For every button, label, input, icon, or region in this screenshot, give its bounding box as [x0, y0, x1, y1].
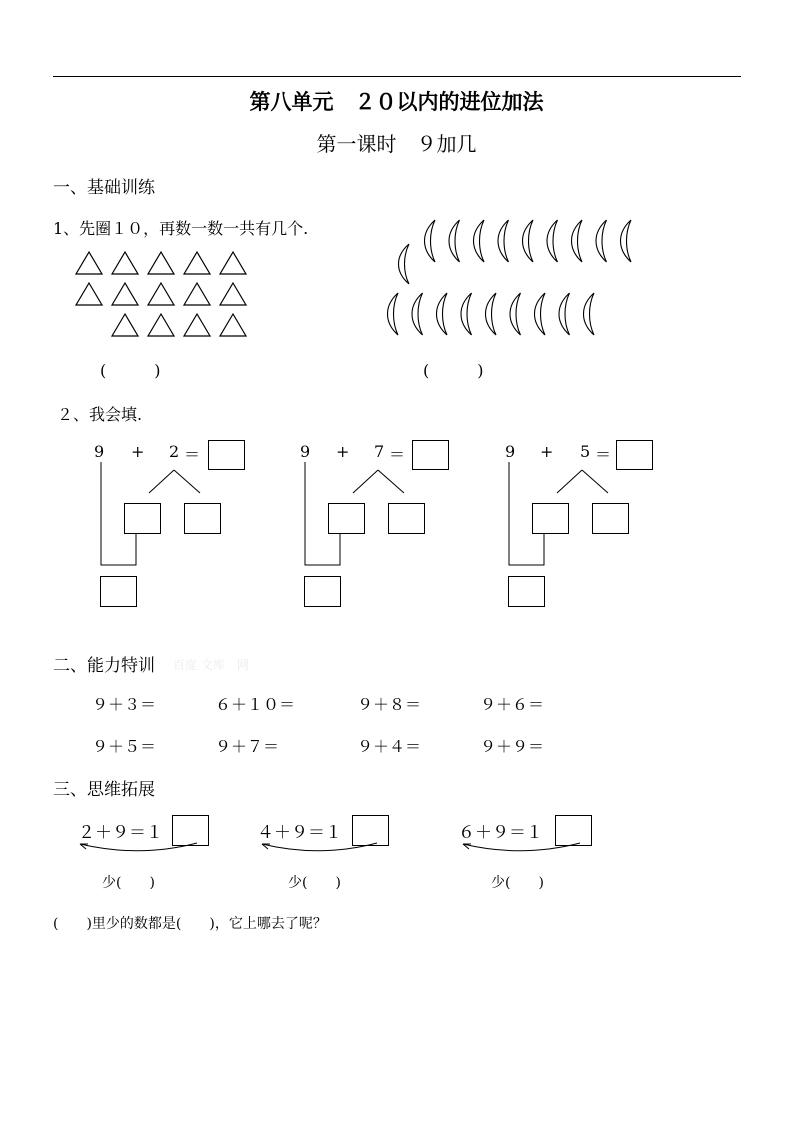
- banana-shape: [412, 293, 423, 335]
- drill-r2-c4: ９＋９＝: [480, 737, 545, 756]
- triangle-shape: [220, 252, 246, 274]
- triangle-figure: [70, 248, 270, 348]
- banana-shape: [510, 293, 521, 335]
- triangle-shape: [148, 314, 174, 336]
- q2-op: +: [540, 442, 554, 461]
- banana-shape: [498, 220, 509, 262]
- q1-answer-left[interactable]: ( ): [100, 361, 161, 380]
- banana-shape: [449, 220, 460, 262]
- page-subtitle: 第一课时 ９加几: [316, 132, 477, 156]
- q2-split-box-left[interactable]: [532, 503, 569, 534]
- banana-shape: [523, 220, 534, 262]
- less-label-2[interactable]: 少( ): [288, 875, 341, 891]
- triangle-shape: [76, 283, 102, 305]
- triangle-shape: [220, 283, 246, 305]
- q1-answer-right[interactable]: ( ): [423, 361, 484, 380]
- drill-r1-c1: ９＋３＝: [92, 695, 157, 714]
- banana-shape: [437, 293, 448, 335]
- think-eq-3: ６＋９＝１: [458, 823, 543, 843]
- triangle-shape: [184, 283, 210, 305]
- q2-eq: ＝: [595, 445, 612, 464]
- q2-split-box-right[interactable]: [592, 503, 629, 534]
- triangle-shape: [148, 252, 174, 274]
- q2-a: 9: [505, 442, 516, 461]
- banana-shape: [461, 293, 472, 335]
- banana-shape: [474, 220, 485, 262]
- drill-r1-c2: ６＋１０＝: [215, 695, 296, 714]
- q2-a: 9: [300, 442, 311, 461]
- banana-shape: [621, 220, 632, 262]
- q2-sum-box[interactable]: [508, 576, 545, 607]
- drill-r1-c4: ９＋６＝: [480, 695, 545, 714]
- q2-result-box[interactable]: [616, 440, 653, 470]
- q2-op: +: [131, 442, 145, 461]
- q2-b: 7: [374, 442, 385, 461]
- q2-sum-box[interactable]: [100, 576, 137, 607]
- q2-split-box-left[interactable]: [328, 503, 365, 534]
- q2-split-box-right[interactable]: [184, 503, 221, 534]
- banana-shape: [584, 293, 595, 335]
- drill-r2-c3: ９＋４＝: [357, 737, 422, 756]
- q2-eq: ＝: [389, 445, 406, 464]
- banana-shape: [388, 293, 399, 335]
- page-title: 第八单元 ２０以内的进位加法: [249, 89, 544, 114]
- less-label-3[interactable]: 少( ): [491, 875, 544, 891]
- q2-b: 2: [169, 442, 180, 461]
- section1-heading: 一、基础训练: [53, 178, 155, 198]
- banana-shape: [399, 244, 410, 284]
- section3-heading: 三、思维拓展: [53, 780, 155, 800]
- triangle-shape: [112, 252, 138, 274]
- q2-split-box-left[interactable]: [124, 503, 161, 534]
- banana-shape: [486, 293, 497, 335]
- triangle-shape: [112, 283, 138, 305]
- q1-prompt: 1、先圈１０，再数一数一共有几个.: [53, 219, 309, 238]
- footer-question: ( )里少的数都是( )，它上哪去了呢？: [53, 916, 327, 932]
- triangle-shape: [148, 283, 174, 305]
- banana-shape: [572, 220, 583, 262]
- top-rule: [53, 76, 741, 77]
- q2-prompt: ２、我会填.: [57, 405, 143, 424]
- q2-eq: ＝: [184, 445, 201, 464]
- drill-r2-c2: ９＋７＝: [215, 737, 280, 756]
- banana-shape: [547, 220, 558, 262]
- triangle-shape: [112, 314, 138, 336]
- q2-result-box[interactable]: [208, 440, 245, 470]
- banana-figure: [385, 218, 625, 348]
- think-eq-2: ４＋９＝１: [257, 823, 342, 843]
- q2-result-box[interactable]: [412, 440, 449, 470]
- section2-heading: 二、能力特训: [53, 656, 155, 676]
- drill-r2-c1: ９＋５＝: [92, 737, 157, 756]
- watermark: 百度 文库 网: [173, 658, 249, 672]
- q2-b: 5: [580, 442, 591, 461]
- think-arrows: [0, 836, 793, 876]
- q2-op: +: [336, 442, 350, 461]
- less-label-1[interactable]: 少( ): [102, 875, 155, 891]
- q2-a: 9: [94, 442, 105, 461]
- triangle-shape: [220, 314, 246, 336]
- think-eq-1: ２＋９＝１: [78, 823, 163, 843]
- drill-r1-c3: ９＋８＝: [357, 695, 422, 714]
- banana-shape: [596, 220, 607, 262]
- triangle-shape: [184, 314, 210, 336]
- q2-split-box-right[interactable]: [388, 503, 425, 534]
- banana-shape: [559, 293, 570, 335]
- banana-shape: [425, 220, 436, 262]
- q2-sum-box[interactable]: [304, 576, 341, 607]
- triangle-shape: [76, 252, 102, 274]
- banana-shape: [535, 293, 546, 335]
- triangle-shape: [184, 252, 210, 274]
